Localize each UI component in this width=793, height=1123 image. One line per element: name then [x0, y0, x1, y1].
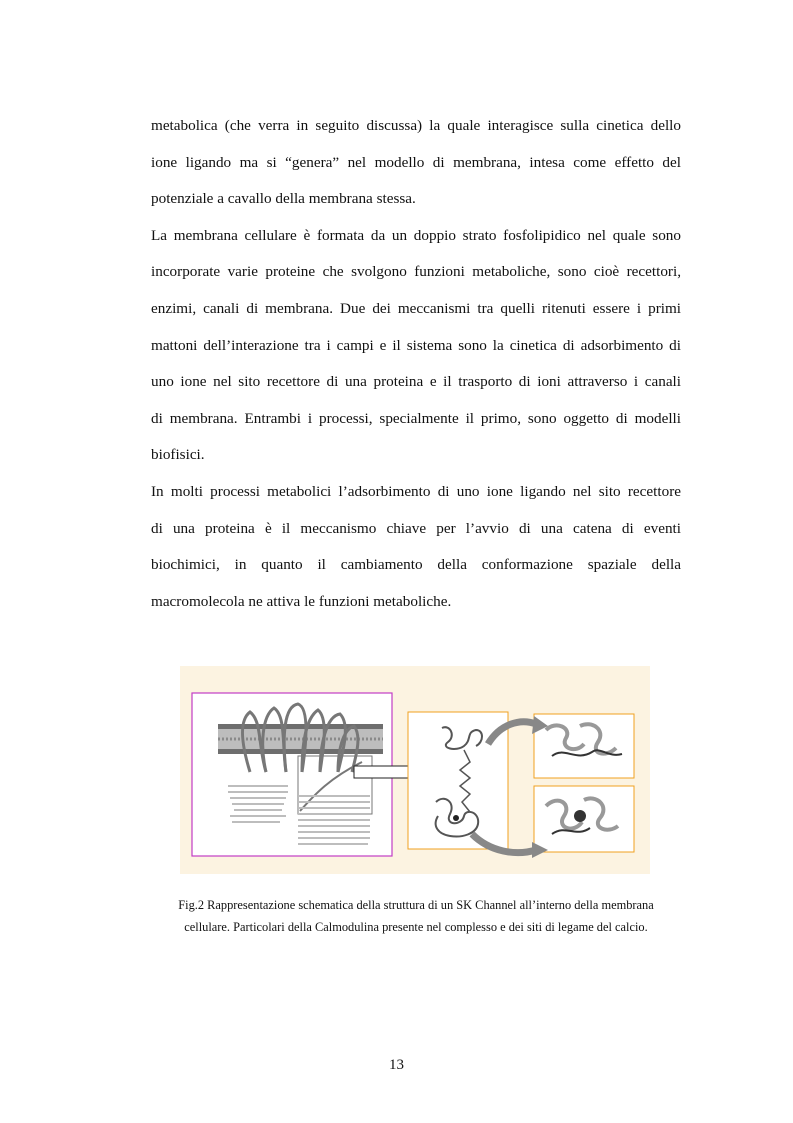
paragraph-line: macromolecola ne attiva le funzioni metaboliche.: [151, 592, 452, 610]
caption-line: Fig.2 Rappresentazione schematica della struttura di un SK Channel all’interno della membrana: [178, 898, 654, 912]
paragraph-line: La membrana cellulare è formata da un doppio strato fosfolipidico nel quale sono: [151, 226, 681, 244]
figure-sk-channel: [180, 666, 650, 874]
paragraph-line: enzimi, canali di membrana. Due dei meccanismi tra quelli ritenuti essere i primi: [151, 299, 681, 317]
caption-line: cellulare. Particolari della Calmodulina presente nel complesso e dei siti di legame del calcio.: [184, 920, 648, 934]
paragraph-line: incorporate varie proteine che svolgono funzioni metaboliche, sono cioè recettori,: [151, 263, 681, 281]
paragraph-line: biochimici, in quanto il cambiamento della conformazione spaziale della: [151, 556, 681, 574]
paragraph-line: uno ione nel sito recettore di una proteina e il trasporto di ioni attraverso i canali: [151, 373, 681, 391]
calcium-ion-icon: [453, 815, 459, 821]
paragraph-line: di una proteina è il meccanismo chiave per l’avvio di una catena di eventi: [151, 519, 681, 537]
paragraph-line: In molti processi metabolici l’adsorbimento di uno ione ligando nel sito recettore: [151, 482, 681, 500]
helix-coil-left: [228, 786, 288, 822]
body-text: [151, 108, 681, 620]
paragraph-line: ione ligando ma si “genera” nel modello di membrana, intesa come effetto del: [151, 153, 681, 171]
page-number: 13: [389, 1057, 404, 1073]
paragraph-line: potenziale a cavallo della membrana stessa.: [151, 190, 416, 208]
paragraph-line: biofisici.: [151, 446, 205, 464]
paragraph-line: di membrana. Entrambi i processi, specialmente il primo, sono oggetto di modelli: [151, 409, 681, 427]
figure-illustration: [180, 666, 650, 874]
figure-caption: [120, 894, 712, 938]
calcium-ion-large-icon: [574, 810, 586, 822]
paragraph-line: metabolica (che verra in seguito discussa) la quale interagisce sulla cinetica dello: [151, 117, 681, 134]
paragraph-line: mattoni dell’interazione tra i campi e il sistema sono la cinetica di adsorbimento di: [151, 336, 681, 354]
